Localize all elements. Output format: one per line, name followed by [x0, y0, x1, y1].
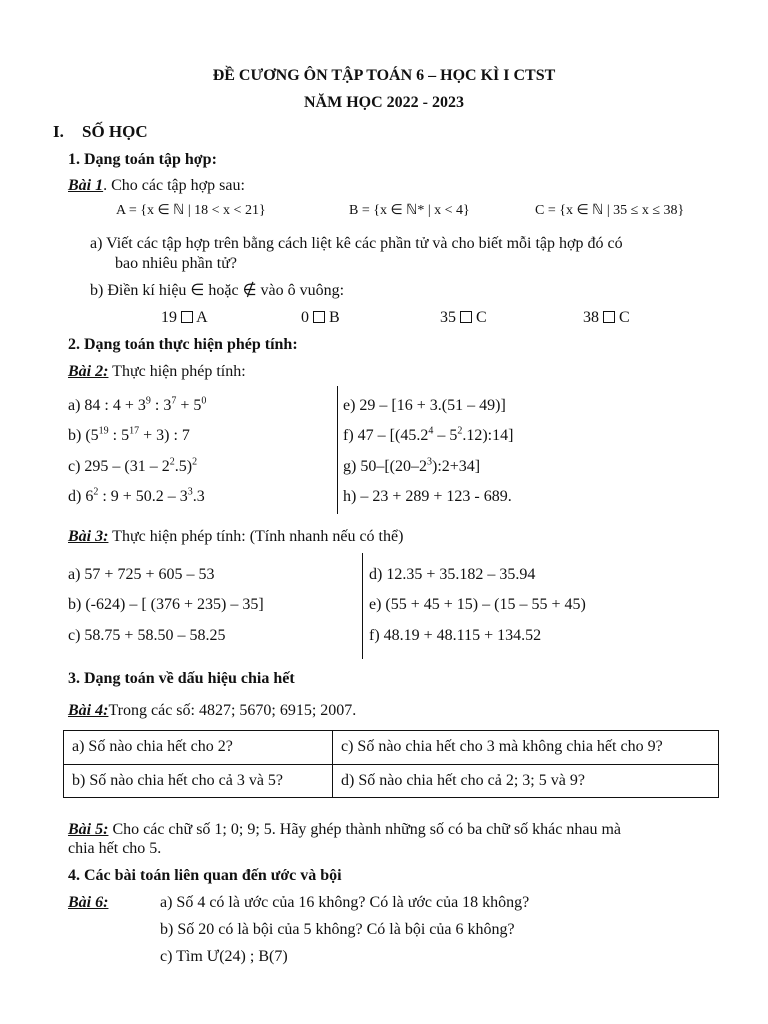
document-title: ĐỀ CƯƠNG ÔN TẬP TOÁN 6 – HỌC KÌ I CTST	[212, 67, 556, 84]
fill-item-1: 19 A	[161, 309, 208, 326]
bai6-c: c) Tìm Ư(24) ; B(7)	[160, 948, 288, 965]
bai2-label: Bài 2:	[68, 363, 109, 380]
part1-heading: 1. Dạng toán tập hợp:	[68, 151, 217, 168]
bai2-g: g) $50-[(20-2^3):2+34]$	[343, 456, 481, 475]
bai3-e: e) (55 + 45 + 15) – (15 – 55 + 45)	[369, 596, 586, 613]
part3-heading: 3. Dạng toán về dấu hiệu chia hết	[68, 670, 295, 687]
bai2-text: Thực hiện phép tính:	[108, 363, 246, 380]
bai3-line	[68, 527, 403, 546]
table-row	[64, 731, 719, 765]
bai2-a: a) 84 : $4 + 3^9$ : $3^7 + 5^0$	[68, 395, 207, 414]
bai4-label: Bài 4:	[68, 702, 109, 719]
part2-heading: 2. Dạng toán thực hiện phép tính:	[68, 336, 298, 353]
bai6-a: a) Số 4 có là ước của 16 không? Có là ước của 18 không?	[160, 894, 530, 911]
table-row	[64, 764, 719, 798]
bai3-c: c) 58.75 + 58.50 – 58.25	[68, 627, 226, 644]
school-year: NĂM HỌC 2022 - 2023	[304, 94, 464, 111]
bai4-line	[68, 701, 356, 720]
section-number: I.	[53, 122, 64, 141]
table-cell: a) Số nào chia hết cho 2?	[64, 731, 333, 765]
empty-box-icon	[603, 311, 615, 323]
empty-box-icon	[460, 311, 472, 323]
bai1-label: Bài 1	[68, 177, 104, 194]
empty-box-icon	[313, 311, 325, 323]
column-divider	[362, 553, 363, 659]
table-cell: d) Số nào chia hết cho cả 2; 3; 5 và 9?	[333, 764, 719, 798]
bai5-text: Cho các chữ số 1; 0; 9; 5. Hãy ghép thành những số có ba chữ số khác nhau mà	[108, 821, 622, 838]
table-cell: c) Số nào chia hết cho 3 mà không chia hết cho 9?	[333, 731, 719, 765]
bai1-line	[68, 176, 245, 195]
question-b: b) Điền kí hiệu ∈ hoặc ∉ vào ô vuông:	[90, 282, 345, 299]
bai4-text: Trong các số: 4827; 5670; 6915; 2007.	[108, 702, 357, 719]
set-c: C = {x ∈ ℕ | 35 ≤ x ≤ 38}	[535, 203, 685, 218]
fill-item-2: 0 B	[301, 309, 340, 326]
empty-box-icon	[181, 311, 193, 323]
question-a-line2: bao nhiêu phần tử?	[115, 255, 237, 272]
bai1-text: . Cho các tập hợp sau:	[103, 177, 245, 194]
question-a-line1: a) Viết các tập hợp trên bằng cách liệt kê các phần tử và cho biết mỗi tập hợp đó có	[90, 235, 623, 252]
set-a: A = {x ∈ ℕ | 18 < x < 21}	[116, 203, 266, 218]
bai3-d: d) 12.35 + 35.182 – 35.94	[369, 566, 536, 583]
bai2-f: f) $47 - [(45.2^4 - 5^2.12):14]$	[343, 425, 514, 444]
bai3-a: a) 57 + 725 + 605 – 53	[68, 566, 215, 583]
section-title: SỐ HỌC	[82, 122, 148, 141]
column-divider	[337, 386, 338, 514]
bai2-b: b) ($5^{19}$ : $5^{17} + 3$) : 7	[68, 425, 190, 444]
bai3-f: f) 48.19 + 48.115 + 134.52	[369, 627, 542, 644]
bai2-h: h) – 23 + 289 + 123 - 689.	[343, 488, 512, 505]
bai2-e: e) 29 – [16 + 3.(51 – 49)]	[343, 397, 506, 414]
bai6-label: Bài 6:	[68, 894, 109, 911]
bai5-line2: chia hết cho 5.	[68, 840, 162, 857]
bai2-c: c) $295 - (31 - 2^2.5)^2$	[68, 456, 198, 475]
table-cell: b) Số nào chia hết cho cả 3 và 5?	[64, 764, 333, 798]
set-b: B = {x ∈ ℕ* | x < 4}	[349, 203, 470, 218]
bai3-label: Bài 3:	[68, 528, 109, 545]
bai3-b: b) (-624) – [ (376 + 235) – 35]	[68, 596, 264, 613]
bai3-text: Thực hiện phép tính: (Tính nhanh nếu có thể)	[108, 528, 404, 545]
part4-heading: 4. Các bài toán liên quan đến ước và bội	[68, 867, 342, 884]
bai6-b: b) Số 20 có là bội của 5 không? Có là bội của 6 không?	[160, 921, 515, 938]
bai4-table	[63, 730, 719, 798]
bai2-d: d) $6^2$ : $9 + 50.2 - 3^3.3$	[68, 486, 205, 505]
fill-item-3: 35 C	[440, 309, 487, 326]
fill-item-4: 38 C	[583, 309, 630, 326]
bai2-line	[68, 362, 246, 381]
bai5-line1	[68, 820, 621, 839]
bai5-label: Bài 5:	[68, 821, 109, 838]
